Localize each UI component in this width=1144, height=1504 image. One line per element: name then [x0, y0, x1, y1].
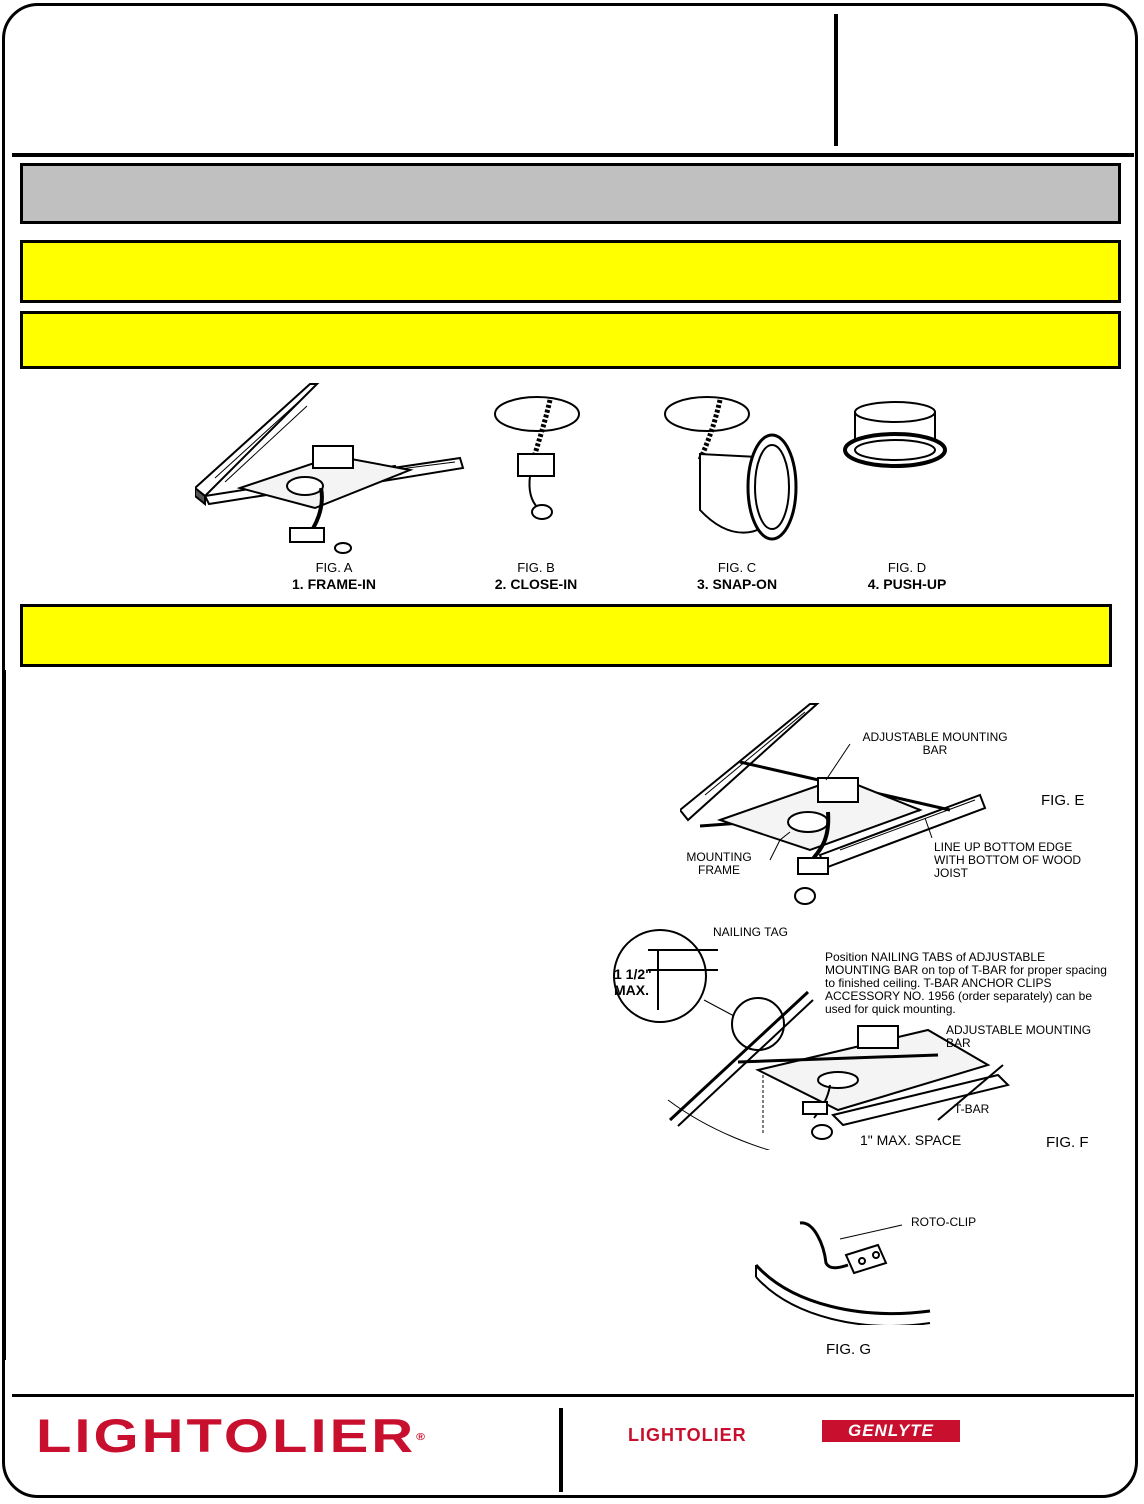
fig-b-close-in-illustration: [490, 392, 585, 532]
fig-a-frame-in-illustration: [195, 378, 475, 558]
footer-divider: [559, 1408, 563, 1492]
fig-c-caption: FIG. C 3. SNAP-ON: [696, 560, 778, 592]
genlyte-logo: GENLYTE: [822, 1420, 960, 1442]
fig-a-caption: FIG. A 1. FRAME-IN: [292, 560, 376, 592]
highlight-band-3: [20, 604, 1112, 667]
fig-c-snap-on-illustration: [660, 392, 800, 552]
fig-g-title: FIG. G: [826, 1341, 871, 1358]
fig-f-max-height-label: 1 1/2" MAX.: [614, 966, 652, 998]
fig-f-t-bar-label: T-BAR: [954, 1102, 990, 1116]
fig-e-line-up-label: LINE UP BOTTOM EDGE WITH BOTTOM OF WOOD JOIST: [934, 840, 1082, 880]
fig-d-caption: FIG. D 4. PUSH-UP: [867, 560, 947, 592]
fig-d-push-up-illustration: [843, 398, 953, 478]
header-rule: [12, 153, 1134, 157]
left-margin-rule: [4, 670, 6, 1360]
title-band: [20, 163, 1121, 224]
fig-g-illustration: [752, 1215, 932, 1325]
lightolier-logo: LIGHTOLIER®: [36, 1409, 425, 1463]
fig-e-mounting-frame-label: MOUNTING FRAME: [686, 850, 752, 877]
fig-f-title: FIG. F: [1046, 1134, 1089, 1151]
fig-f-max-space-label: 1" MAX. SPACE: [860, 1132, 962, 1148]
fig-f-position-note: Position NAILING TABS of ADJUSTABLE MOUNTING BAR on top of T-BAR for proper spacing to finished ceiling. T-BAR ANCHOR CLIPS ACCESSORY NO. 1956 (order separately) can be used for quick mounting.: [825, 950, 1107, 1016]
fig-e-mounting-bar-label: ADJUSTABLE MOUNTING BAR: [862, 730, 1008, 757]
fig-g-roto-clip-label: ROTO-CLIP: [911, 1215, 977, 1229]
header-divider: [834, 14, 838, 146]
fig-f-mounting-bar-label: ADJUSTABLE MOUNTING BAR: [946, 1023, 1092, 1050]
fig-f-nailing-tag-label: NAILING TAG: [713, 925, 788, 939]
highlight-band-1: [20, 240, 1121, 303]
fig-e-title: FIG. E: [1041, 792, 1085, 809]
highlight-band-2: [20, 311, 1121, 369]
lightolier-small-logo: LIGHTOLIER: [628, 1425, 747, 1445]
fig-b-caption: FIG. B 2. CLOSE-IN: [494, 560, 578, 592]
footer-rule: [12, 1394, 1134, 1397]
